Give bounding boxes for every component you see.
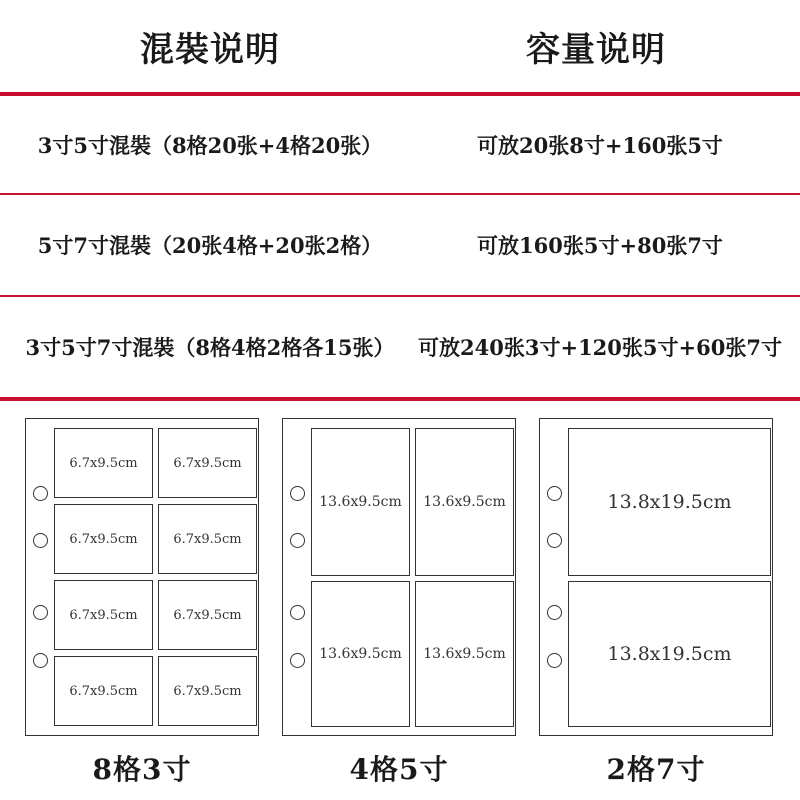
capacity-description: 可放240张3寸+120张5寸+60张7寸 — [418, 335, 782, 360]
photo-slot: 13.6x9.5cm — [415, 428, 514, 576]
page-caption: 8格3寸 — [92, 753, 192, 786]
row-divider — [0, 295, 800, 297]
photo-slot: 6.7x9.5cm — [54, 428, 153, 498]
photo-slot: 13.6x9.5cm — [311, 581, 410, 727]
header — [0, 0, 800, 92]
row-divider — [0, 193, 800, 195]
page-caption: 4格5寸 — [349, 753, 449, 786]
photo-slot: 6.7x9.5cm — [158, 580, 257, 650]
binder-hole-icon — [547, 605, 562, 620]
binder-hole-icon — [290, 533, 305, 548]
page-caption: 2格7寸 — [606, 753, 706, 786]
binder-hole-icon — [547, 486, 562, 501]
capacity-description: 可放160张5寸+80张7寸 — [477, 233, 723, 258]
photo-slot: 6.7x9.5cm — [158, 504, 257, 574]
page-diagram-4-slot — [282, 418, 516, 736]
binder-hole-icon — [33, 605, 48, 620]
photo-slot: 6.7x9.5cm — [54, 504, 153, 574]
table-row — [0, 96, 800, 196]
binder-hole-icon — [33, 533, 48, 548]
binder-hole-icon — [547, 533, 562, 548]
photo-slot: 13.6x9.5cm — [415, 581, 514, 727]
table-row — [0, 298, 800, 398]
page-diagram-8-slot — [25, 418, 259, 736]
table-bottom-divider — [0, 397, 800, 401]
photo-slot: 13.8x19.5cm — [568, 581, 771, 727]
photo-slot: 6.7x9.5cm — [158, 656, 257, 726]
binder-hole-icon — [547, 653, 562, 668]
mix-description: 5寸7寸混裝（20张4格+20张2格） — [37, 233, 383, 258]
mix-description: 3寸5寸混裝（8格20张+4格20张） — [37, 133, 383, 158]
photo-slot: 6.7x9.5cm — [54, 656, 153, 726]
binder-hole-icon — [33, 653, 48, 668]
binder-hole-icon — [290, 605, 305, 620]
mix-description: 3寸5寸7寸混裝（8格4格2格各15张） — [25, 335, 395, 360]
binder-hole-icon — [290, 486, 305, 501]
capacity-instructions-title: 容量说明 — [526, 30, 666, 70]
photo-slot: 13.8x19.5cm — [568, 428, 771, 576]
photo-slot: 6.7x9.5cm — [54, 580, 153, 650]
photo-slot: 13.6x9.5cm — [311, 428, 410, 576]
mix-instructions-title: 混裝说明 — [140, 30, 280, 70]
page-diagram-2-slot — [539, 418, 773, 736]
binder-hole-icon — [290, 653, 305, 668]
photo-slot: 6.7x9.5cm — [158, 428, 257, 498]
capacity-description: 可放20张8寸+160张5寸 — [477, 133, 723, 158]
table-row — [0, 196, 800, 296]
binder-hole-icon — [33, 486, 48, 501]
